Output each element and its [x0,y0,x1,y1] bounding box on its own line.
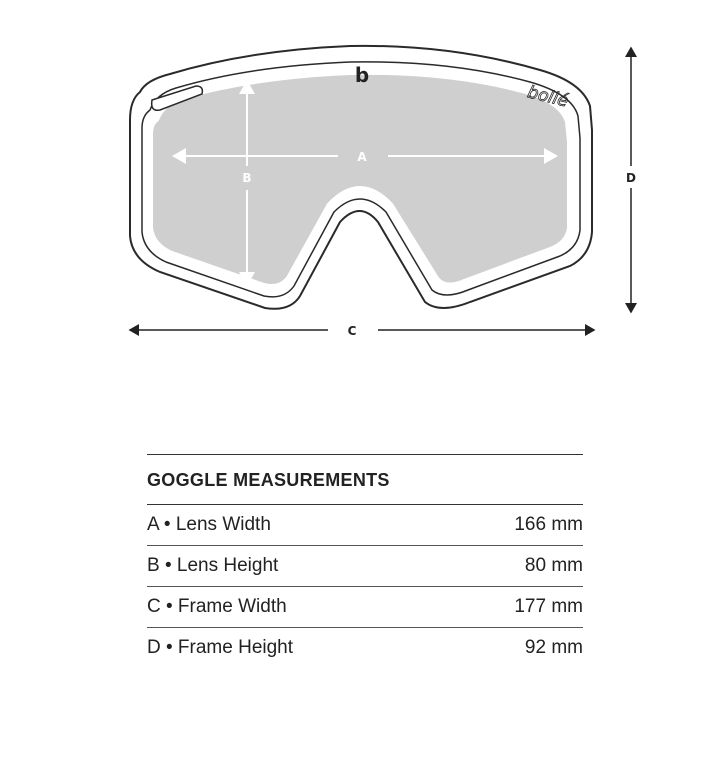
dimension-b-label: B [242,171,252,185]
svg-text:b: b [354,63,370,87]
dimension-d-label: D [626,171,636,185]
table-row [147,587,583,628]
measurements-table [147,454,583,668]
row-label-frame-height: D • Frame Height [147,637,294,658]
brand-mark-icon [355,63,369,87]
row-label-lens-width: A • Lens Width [147,514,271,535]
row-value-frame-height: 92 mm [524,637,583,658]
brand-logo: bollé [525,82,571,112]
row-value-lens-height: 80 mm [524,555,583,576]
table-row [147,628,583,668]
dimension-c-label: C [347,324,357,338]
row-value-lens-width: 166 mm [514,514,583,535]
row-value-frame-width: 177 mm [514,596,583,617]
row-label-lens-height: B • Lens Height [147,555,279,576]
table-row [147,505,583,546]
table-row [147,546,583,587]
dimension-a-label: A [357,150,367,164]
goggle-lens [152,74,571,285]
row-label-frame-width: C • Frame Width [147,596,287,617]
table-title: GOGGLE MEASUREMENTS [147,454,583,505]
goggle-diagram [0,0,720,360]
